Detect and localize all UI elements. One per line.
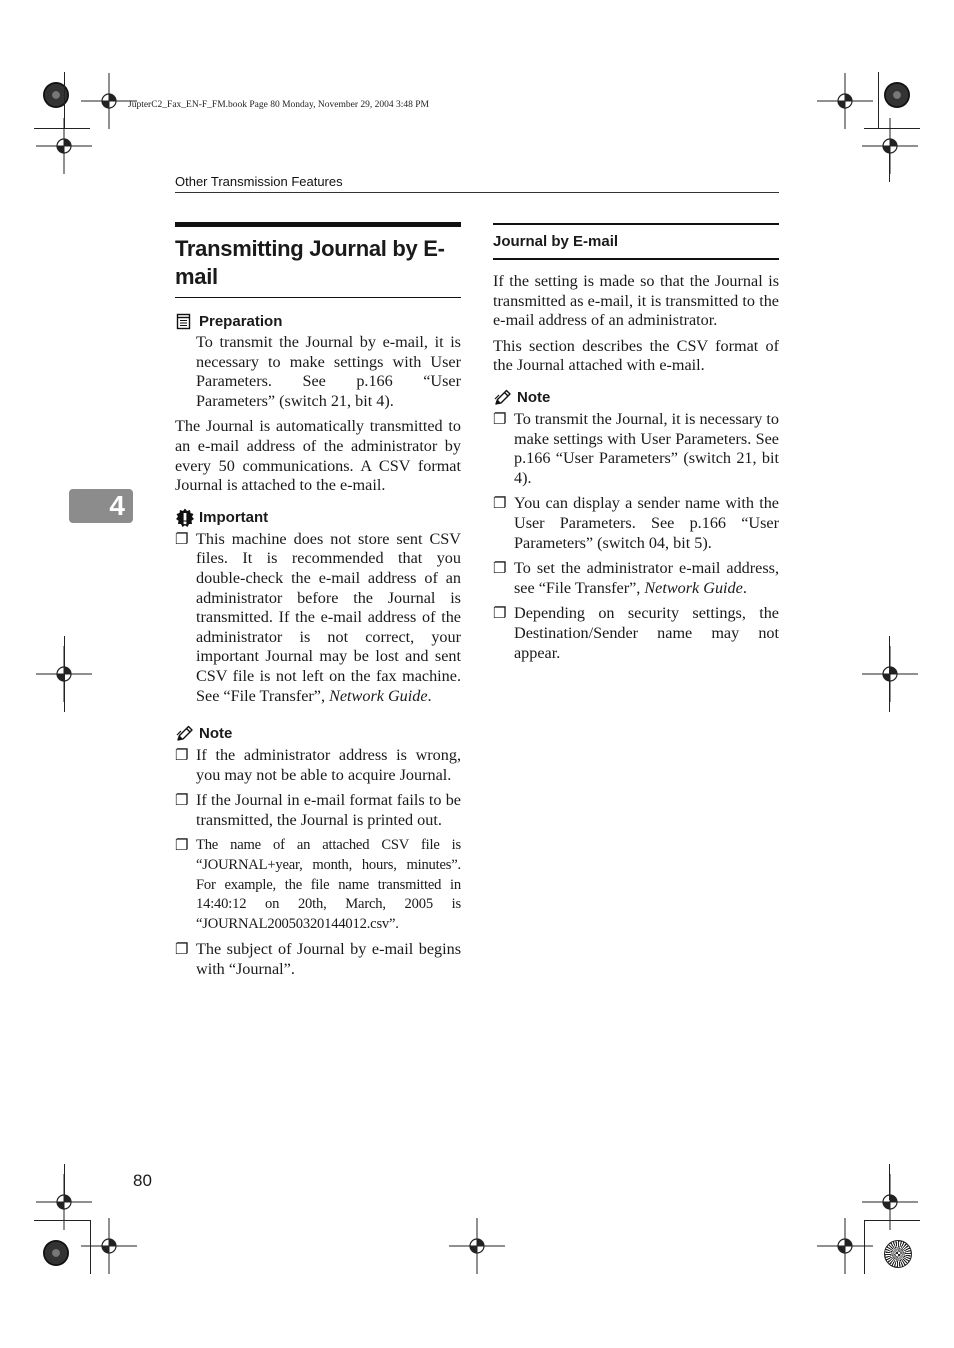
note-item: [493, 604, 779, 663]
running-header: Other Transmission Features: [175, 174, 343, 189]
preparation-label: Preparation: [199, 313, 283, 330]
checkbox-icon: ❐: [493, 604, 507, 623]
preparation-heading: [175, 312, 461, 332]
crosshair-icon: [449, 1218, 505, 1274]
note-text: To set the administrator e-mail address, see “File Transfer”,: [514, 559, 779, 597]
note-item: [175, 940, 461, 979]
crosshair-icon: [862, 118, 918, 174]
notepad-icon: [175, 312, 195, 332]
registration-rosette-icon: [43, 1240, 69, 1266]
crosshair-icon: [817, 1218, 873, 1274]
note-text: The name of an attached CSV file is “JOURNAL+year, month, hours, minutes”. For example, the file name transmitted in 14:40:12 on 20th, March, 2005 is “JOURNAL20050320144012.csv”.: [196, 837, 461, 932]
intro-paragraph: The Journal is automatically transmitted to an e-mail address of the administrator by every 50 communications. A CSV format Journal is attached to the e-mail.: [175, 417, 461, 495]
left-column: [175, 222, 461, 986]
right-paragraph: If the setting is made so that the Journal is transmitted as e-mail, it is transmitted to the e-mail address of an administrator.: [493, 272, 779, 330]
right-paragraph: This section describes the CSV format of the Journal attached with e-mail.: [493, 336, 779, 375]
crosshair-icon: [81, 1218, 137, 1274]
registration-rosette-icon: [884, 82, 910, 108]
preparation-text: To transmit the Journal by e-mail, it is necessary to make settings with User Parameters. See p.166 “User Parameters” (switch 21, bit 4).: [196, 333, 461, 410]
important-text: This machine does not store sent CSV files. It is recommended that you double-check the e-mail address of an administrator before the Journal is transmitted. If the e-mail address of the administrator is not correct, your important Journal may be lost and sent CSV file is not left on the fax machine. See “File Transfer”,: [196, 529, 461, 705]
note-item: [493, 410, 779, 488]
header-rule: [175, 192, 779, 193]
note-item: [175, 836, 461, 934]
crosshair-icon: [862, 646, 918, 702]
note-text: The subject of Journal by e-mail begins with “Journal”.: [196, 940, 461, 979]
registration-rosette-icon: [43, 82, 69, 108]
pencil-icon: [493, 388, 513, 408]
note-ref: Network Guide: [644, 578, 743, 597]
important-ref: Network Guide: [329, 686, 428, 705]
note-label: Note: [199, 725, 233, 743]
important-heading: [175, 508, 461, 528]
checkbox-icon: ❐: [493, 494, 507, 513]
note-item: [175, 791, 461, 830]
checkbox-icon: ❐: [175, 940, 189, 959]
book-metadata: JupterC2_Fax_EN-F_FM.book Page 80 Monday, November 29, 2004 3:48 PM: [128, 100, 429, 110]
note-text: If the Journal in e-mail format fails to be transmitted, the Journal is printed out.: [196, 791, 461, 829]
note-heading: [175, 724, 461, 744]
checkbox-icon: ❐: [493, 409, 507, 428]
note-item: [493, 494, 779, 553]
note-label: Note: [517, 388, 551, 406]
section-title: Transmitting Journal by E-mail: [175, 222, 461, 298]
registration-rosette-icon: [884, 1240, 912, 1268]
important-item: ❐ This machine does not store sent CSV files. It is recommended that you double-check the e-mail address of an administrator before the Journal is transmitted. If the e-mail address of the administrator is not correct, your important Journal may be lost and sent CSV file is not left on the fax machine. See “File Transfer”, Network Guide.: [175, 529, 461, 705]
important-label: Important: [199, 508, 269, 526]
chapter-tab: 4: [69, 489, 133, 523]
note-text: If the administrator address is wrong, you may not be able to acquire Journal.: [196, 746, 461, 784]
checkbox-icon: ❐: [175, 529, 189, 548]
checkbox-icon: ❐: [175, 746, 189, 765]
checkbox-icon: ❐: [175, 791, 189, 810]
note-heading: [493, 388, 779, 408]
right-column: [493, 223, 779, 669]
page-number: 80: [133, 1171, 152, 1190]
note-text: You can display a sender name with the User Parameters. See p.166 “User Parameters” (switch 04, bit 5).: [514, 494, 779, 552]
note-text: To transmit the Journal, it is necessary to make settings with User Parameters. See p.166 “User Parameters” (switch 21, bit 4).: [514, 409, 780, 487]
important-icon: [175, 508, 195, 528]
checkbox-icon: ❐: [493, 559, 507, 578]
checkbox-icon: ❐: [175, 836, 189, 855]
note-item: ❐ To set the administrator e-mail address, see “File Transfer”, Network Guide.: [493, 559, 779, 597]
crosshair-icon: [36, 118, 92, 174]
note-item: [175, 746, 461, 785]
pencil-icon: [175, 724, 195, 744]
note-text: Depending on security settings, the Destination/Sender name may not appear.: [514, 604, 779, 662]
subsection-title: Journal by E-mail: [493, 223, 779, 260]
